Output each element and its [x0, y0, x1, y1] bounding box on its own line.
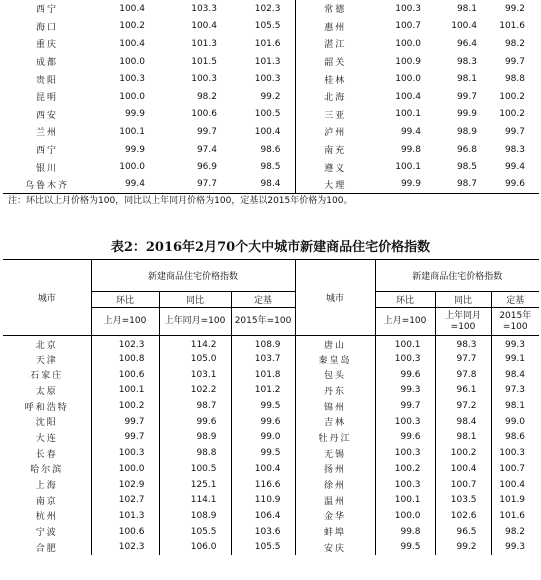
index-value-cell: 102.9 — [91, 477, 159, 493]
index-value-cell: 105.0 — [159, 351, 231, 367]
index-value-cell: 99.2 — [260, 91, 281, 102]
table-row — [3, 398, 539, 414]
city-name-cell: 惠州 — [295, 18, 375, 36]
index-value-cell: 102.2 — [159, 383, 231, 399]
city-name-cell: 遵义 — [295, 158, 375, 176]
index-value-cell: 125.1 — [159, 477, 231, 493]
table-top-continuation — [3, 0, 539, 194]
index-value-cell: 101.6 — [491, 508, 539, 524]
city-name-cell: 包头 — [295, 367, 375, 383]
index-value-cell: 100.4 — [395, 91, 421, 102]
city-name-cell: 西宁 — [35, 146, 58, 157]
index-value-cell: 99.9 — [456, 109, 477, 120]
index-value-cell: 97.7 — [435, 351, 491, 367]
index-value-cell: 105.5 — [254, 21, 281, 32]
index-value-cell: 114.2 — [159, 336, 231, 352]
index-value-cell: 99.3 — [491, 539, 539, 555]
index-value-cell: 103.5 — [435, 492, 491, 508]
city-name-cell: 北海 — [295, 88, 375, 106]
city-name-cell: 南充 — [295, 141, 375, 159]
table-title: 表2：2016年2月70个大中城市新建商品住宅价格指数 — [110, 240, 431, 255]
index-value-cell: 100.2 — [119, 21, 145, 32]
city-name-cell: 锦州 — [295, 398, 375, 414]
header-city: 城市 — [3, 260, 91, 336]
city-name-cell: 三亚 — [295, 106, 375, 124]
index-value-cell: 100.3 — [375, 414, 435, 430]
header-mom: 环比 — [91, 292, 159, 308]
index-value-cell: 99.7 — [91, 414, 159, 430]
table-row — [3, 492, 539, 508]
city-name-cell: 合肥 — [35, 543, 58, 554]
index-value-cell: 102.3 — [254, 3, 281, 14]
index-value-cell: 100.4 — [119, 38, 145, 49]
index-value-cell: 99.7 — [375, 398, 435, 414]
city-name-cell: 天津 — [35, 355, 58, 366]
index-value-cell: 105.5 — [231, 539, 295, 555]
table-row — [3, 414, 539, 430]
city-name-cell: 无锡 — [295, 445, 375, 461]
index-value-cell: 100.4 — [435, 461, 491, 477]
index-value-cell: 98.6 — [260, 144, 281, 155]
index-value-cell: 99.1 — [491, 351, 539, 367]
city-name-cell: 上海 — [35, 481, 58, 492]
header-base-2: 定基 — [491, 292, 539, 308]
index-value-cell: 100.1 — [119, 126, 145, 137]
index-value-cell: 100.3 — [375, 445, 435, 461]
index-value-cell: 100.8 — [91, 351, 159, 367]
index-value-cell: 100.5 — [254, 109, 281, 120]
index-value-cell: 101.8 — [231, 367, 295, 383]
city-name-cell: 杭州 — [35, 512, 58, 523]
index-value-cell: 98.2 — [504, 38, 525, 49]
index-value-cell: 100.4 — [254, 126, 281, 137]
city-name-cell: 西宁 — [35, 5, 58, 16]
index-value-cell: 98.1 — [456, 3, 477, 14]
index-value-cell: 98.8 — [504, 74, 525, 85]
index-value-cell: 99.9 — [124, 109, 145, 120]
index-value-cell: 98.1 — [491, 398, 539, 414]
index-value-cell: 100.2 — [435, 445, 491, 461]
index-value-cell: 100.5 — [159, 461, 231, 477]
index-value-cell: 98.4 — [231, 176, 295, 194]
index-value-cell: 98.5 — [456, 162, 477, 173]
header-city-2: 城市 — [295, 260, 375, 336]
city-name-cell: 石家庄 — [30, 371, 64, 382]
index-value-cell: 96.4 — [456, 38, 477, 49]
table-row — [3, 430, 539, 446]
city-name-cell: 秦皇岛 — [295, 351, 375, 367]
table-row — [3, 70, 539, 88]
index-value-cell: 97.2 — [435, 398, 491, 414]
index-value-cell: 99.7 — [504, 56, 525, 67]
index-value-cell: 100.9 — [395, 56, 421, 67]
index-value-cell: 99.6 — [231, 414, 295, 430]
index-value-cell: 100.4 — [119, 3, 145, 14]
index-value-cell: 99.9 — [375, 176, 435, 194]
city-name-cell: 吉林 — [295, 414, 375, 430]
index-value-cell: 101.9 — [491, 492, 539, 508]
index-value-cell: 105.5 — [159, 524, 231, 540]
index-value-cell: 100.0 — [395, 38, 421, 49]
index-value-cell: 102.6 — [435, 508, 491, 524]
index-value-cell: 97.8 — [435, 367, 491, 383]
table-row — [3, 336, 539, 352]
city-name-cell: 泸州 — [295, 123, 375, 141]
header-yoy-2: 同比 — [435, 292, 491, 308]
index-value-cell: 108.9 — [159, 508, 231, 524]
city-name-cell: 湛江 — [295, 35, 375, 53]
table-row — [3, 18, 539, 36]
index-value-cell: 99.7 — [456, 91, 477, 102]
header-yoy: 同比 — [159, 292, 231, 308]
city-name-cell: 重庆 — [35, 40, 58, 51]
index-value-cell: 101.6 — [254, 38, 281, 49]
index-value-cell: 114.1 — [159, 492, 231, 508]
index-value-cell: 98.9 — [456, 126, 477, 137]
index-value-cell: 100.4 — [231, 461, 295, 477]
table-note: 注：环比以上月价格为100，同比以上年同月价格为100，定基以2015年价格为100。 — [8, 196, 353, 206]
city-name-cell: 北京 — [35, 341, 58, 352]
index-value-cell: 98.7 — [435, 176, 491, 194]
table-row — [3, 53, 539, 71]
city-name-cell: 徐州 — [295, 477, 375, 493]
index-value-cell: 99.4 — [400, 126, 421, 137]
index-value-cell: 98.9 — [159, 430, 231, 446]
index-value-cell: 101.6 — [499, 21, 525, 32]
city-name-cell: 太原 — [35, 386, 58, 397]
header-group-2: 新建商品住宅价格指数 — [375, 260, 539, 292]
index-value-cell: 99.7 — [91, 430, 159, 446]
table-row — [3, 0, 539, 18]
index-value-cell: 98.2 — [491, 524, 539, 540]
index-value-cell: 100.4 — [451, 21, 477, 32]
city-name-cell: 长春 — [35, 449, 58, 460]
index-value-cell: 100.4 — [191, 21, 217, 32]
city-name-cell: 乌鲁木齐 — [3, 176, 91, 194]
index-value-cell: 96.1 — [435, 383, 491, 399]
index-value-cell: 106.4 — [231, 508, 295, 524]
table-row — [3, 477, 539, 493]
city-name-cell: 蚌埠 — [295, 524, 375, 540]
index-value-cell: 98.3 — [504, 144, 525, 155]
index-value-cell: 100.2 — [91, 398, 159, 414]
index-value-cell: 100.1 — [395, 109, 421, 120]
city-name-cell: 大连 — [35, 433, 58, 444]
table-row — [3, 176, 539, 194]
index-value-cell: 99.0 — [231, 430, 295, 446]
index-value-cell: 100.0 — [119, 91, 145, 102]
index-value-cell: 99.6 — [491, 176, 539, 194]
city-name-cell: 银川 — [35, 163, 58, 174]
city-name-cell: 贵阳 — [35, 75, 58, 86]
index-value-cell: 100.3 — [191, 74, 217, 85]
index-value-cell: 99.5 — [231, 398, 295, 414]
index-value-cell: 100.0 — [91, 461, 159, 477]
index-value-cell: 98.6 — [491, 430, 539, 446]
index-value-cell: 100.7 — [491, 461, 539, 477]
city-name-cell: 成都 — [35, 58, 58, 69]
index-value-cell: 100.1 — [375, 492, 435, 508]
index-value-cell: 100.2 — [499, 91, 525, 102]
table-row — [3, 88, 539, 106]
index-value-cell: 100.3 — [375, 351, 435, 367]
index-value-cell: 101.5 — [191, 56, 217, 67]
index-value-cell: 100.3 — [119, 74, 145, 85]
city-name-cell: 沈阳 — [35, 418, 58, 429]
city-name-cell: 大理 — [295, 176, 375, 194]
index-value-cell: 100.7 — [435, 477, 491, 493]
index-value-cell: 99.7 — [504, 126, 525, 137]
index-value-cell: 110.9 — [231, 492, 295, 508]
header-mom-sub-2: 上月=100 — [375, 308, 435, 336]
index-value-cell: 100.3 — [254, 74, 281, 85]
table-row — [3, 106, 539, 124]
table-row — [3, 445, 539, 461]
index-value-cell: 116.6 — [231, 477, 295, 493]
index-value-cell: 100.3 — [491, 445, 539, 461]
index-value-cell: 98.3 — [435, 336, 491, 352]
index-value-cell: 100.6 — [91, 367, 159, 383]
index-value-cell: 103.3 — [191, 3, 217, 14]
index-value-cell: 99.8 — [400, 144, 421, 155]
city-name-cell: 扬州 — [295, 461, 375, 477]
index-value-cell: 99.7 — [196, 126, 217, 137]
table-row — [3, 123, 539, 141]
city-name-cell: 南京 — [35, 496, 58, 507]
index-value-cell: 100.1 — [91, 383, 159, 399]
table-row — [3, 539, 539, 555]
index-value-cell: 102.7 — [91, 492, 159, 508]
header-mom-2: 环比 — [375, 292, 435, 308]
index-value-cell: 98.3 — [456, 56, 477, 67]
header-yoy-sub-2: 上年同月=100 — [435, 308, 491, 336]
city-name-cell: 呼和浩特 — [24, 402, 69, 413]
index-value-cell: 100.6 — [91, 524, 159, 540]
city-name-cell: 丹东 — [295, 383, 375, 399]
index-value-cell: 98.2 — [196, 91, 217, 102]
index-value-cell: 100.0 — [119, 56, 145, 67]
table-row — [3, 383, 539, 399]
table-row — [3, 367, 539, 383]
index-value-cell: 101.2 — [231, 383, 295, 399]
city-name-cell: 牡丹江 — [295, 430, 375, 446]
index-value-cell: 100.3 — [395, 3, 421, 14]
index-value-cell: 99.6 — [375, 430, 435, 446]
city-name-cell: 常德 — [295, 0, 375, 18]
index-value-cell: 102.3 — [91, 539, 159, 555]
index-value-cell: 99.6 — [159, 414, 231, 430]
index-value-cell: 99.2 — [435, 539, 491, 555]
index-value-cell: 98.4 — [435, 414, 491, 430]
index-value-cell: 102.3 — [91, 336, 159, 352]
index-value-cell: 99.4 — [91, 176, 159, 194]
table-row — [3, 35, 539, 53]
index-value-cell: 100.2 — [499, 109, 525, 120]
header-mom-sub: 上月=100 — [91, 308, 159, 336]
index-value-cell: 103.7 — [231, 351, 295, 367]
index-value-cell: 99.0 — [491, 414, 539, 430]
index-value-cell: 97.3 — [491, 383, 539, 399]
index-value-cell: 100.1 — [395, 162, 421, 173]
table-row — [3, 524, 539, 540]
index-value-cell: 100.7 — [395, 21, 421, 32]
city-name-cell: 西安 — [35, 110, 58, 121]
city-name-cell: 海口 — [35, 22, 58, 33]
index-value-cell: 100.2 — [375, 461, 435, 477]
header-group: 新建商品住宅价格指数 — [91, 260, 295, 292]
table-row — [3, 351, 539, 367]
index-value-cell: 98.8 — [159, 445, 231, 461]
header-base-sub: 2015年=100 — [231, 308, 295, 336]
index-value-cell: 99.9 — [124, 144, 145, 155]
header-base-sub-2: 2015年=100 — [491, 308, 539, 336]
index-value-cell: 100.1 — [375, 336, 435, 352]
index-value-cell: 96.5 — [435, 524, 491, 540]
index-value-cell: 99.4 — [504, 162, 525, 173]
index-value-cell: 96.9 — [196, 162, 217, 173]
index-value-cell: 101.3 — [254, 56, 281, 67]
index-value-cell: 100.3 — [91, 445, 159, 461]
table-row — [3, 141, 539, 159]
index-value-cell: 99.2 — [504, 3, 525, 14]
index-value-cell: 98.1 — [456, 74, 477, 85]
index-value-cell: 98.5 — [260, 162, 281, 173]
city-name-cell: 安庆 — [295, 539, 375, 555]
index-value-cell: 98.7 — [159, 398, 231, 414]
city-name-cell: 金华 — [295, 508, 375, 524]
table-row — [3, 461, 539, 477]
city-name-cell: 韶关 — [295, 53, 375, 71]
index-value-cell: 100.0 — [375, 508, 435, 524]
index-value-cell: 101.3 — [91, 508, 159, 524]
index-value-cell: 96.8 — [456, 144, 477, 155]
index-value-cell: 101.3 — [191, 38, 217, 49]
header-base: 定基 — [231, 292, 295, 308]
index-value-cell: 99.8 — [375, 524, 435, 540]
city-name-cell: 温州 — [295, 492, 375, 508]
index-value-cell: 100.3 — [375, 477, 435, 493]
index-value-cell: 98.1 — [435, 430, 491, 446]
index-value-cell: 100.6 — [191, 109, 217, 120]
city-name-cell: 桂林 — [295, 70, 375, 88]
index-value-cell: 106.0 — [159, 539, 231, 555]
city-name-cell: 唐山 — [295, 336, 375, 352]
index-value-cell: 99.6 — [375, 367, 435, 383]
table-main — [3, 259, 539, 555]
index-value-cell: 100.4 — [491, 477, 539, 493]
index-value-cell: 97.7 — [159, 176, 231, 194]
index-value-cell: 100.0 — [119, 162, 145, 173]
index-value-cell: 99.5 — [375, 539, 435, 555]
city-name-cell: 宁波 — [35, 528, 58, 539]
index-value-cell: 99.3 — [375, 383, 435, 399]
index-value-cell: 99.3 — [491, 336, 539, 352]
table-row — [3, 158, 539, 176]
index-value-cell: 103.1 — [159, 367, 231, 383]
index-value-cell: 97.4 — [196, 144, 217, 155]
city-name-cell: 兰州 — [35, 128, 58, 139]
header-yoy-sub: 上年同月=100 — [159, 308, 231, 336]
city-name-cell: 昆明 — [35, 93, 58, 104]
index-value-cell: 99.5 — [231, 445, 295, 461]
table-row — [3, 508, 539, 524]
index-value-cell: 98.4 — [491, 367, 539, 383]
city-name-cell: 哈尔滨 — [30, 465, 64, 476]
index-value-cell: 108.9 — [231, 336, 295, 352]
index-value-cell: 103.6 — [231, 524, 295, 540]
index-value-cell: 100.0 — [395, 74, 421, 85]
